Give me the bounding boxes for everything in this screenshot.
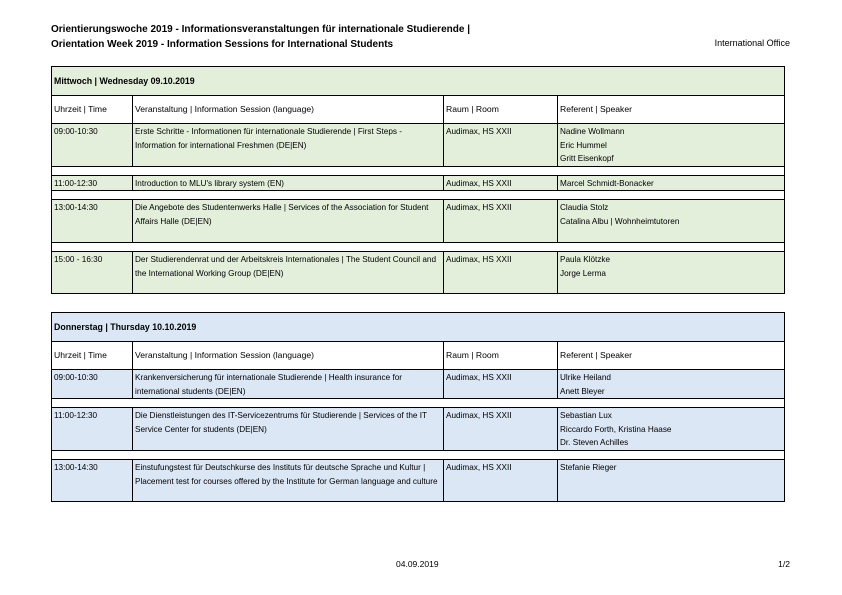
speaker-name: Gritt Eisenkopf bbox=[560, 154, 614, 163]
column-header-time: Uhrzeit | Time bbox=[54, 349, 107, 360]
day-table-thursday bbox=[51, 312, 785, 502]
row-separator bbox=[51, 450, 785, 459]
day-title: Mittwoch | Wednesday 09.10.2019 bbox=[54, 76, 195, 86]
speaker-name: Dr. Steven Achilles bbox=[560, 438, 629, 447]
session-title: Die Dienstleistungen des IT-Servicezentrums für Studierende | Services of the IT Service Center for students (DE|EN) bbox=[132, 408, 443, 450]
session-title: Erste Schritte - Informationen für internationale Studierende | First Steps - Information for international Freshmen (DE|EN) bbox=[132, 124, 443, 166]
page-number: 1/2 bbox=[778, 559, 790, 569]
day-title: Donnerstag | Thursday 10.10.2019 bbox=[54, 322, 197, 332]
session-room: Audimax, HS XXII bbox=[443, 124, 557, 166]
session-time: 11:00-12:30 bbox=[54, 179, 98, 188]
column-header-speaker: Referent | Speaker bbox=[557, 342, 784, 369]
session-time: 11:00-12:30 bbox=[54, 411, 98, 420]
session-title: Krankenversicherung für internationale Studierende | Health insurance for international students (DE|EN) bbox=[132, 370, 443, 398]
column-header-row bbox=[51, 341, 785, 369]
session-title: Die Angebote des Studentenwerks Halle | Services of the Association for Student Affairs Halle (DE|EN) bbox=[132, 200, 443, 242]
session-time: 13:00-14:30 bbox=[54, 203, 98, 212]
column-header-room: Raum | Room bbox=[443, 96, 557, 123]
speaker-name: Claudia Stolz bbox=[560, 203, 609, 212]
session-room: Audimax, HS XXII bbox=[443, 460, 557, 501]
session-speakers bbox=[557, 252, 784, 293]
speaker-name: Anett Bleyer bbox=[560, 386, 605, 396]
footer-date: 04.09.2019 bbox=[396, 559, 439, 569]
column-header-row bbox=[51, 95, 785, 123]
session-speakers bbox=[557, 124, 784, 166]
speaker-name: Ulrike Heiland bbox=[560, 373, 611, 382]
speaker-name: Stefanie Rieger bbox=[560, 463, 617, 472]
table-row bbox=[51, 175, 785, 190]
speaker-name: Eric Hummel bbox=[560, 140, 607, 150]
session-title: Einstufungstest für Deutschkurse des Instituts für deutsche Sprache und Kultur | Placement test for courses offered by the Institute for German language and culture bbox=[132, 460, 443, 501]
document-title-de: Orientierungswoche 2019 - Informationsveranstaltungen für internationale Studierende | bbox=[51, 24, 470, 35]
session-speakers bbox=[557, 460, 784, 501]
table-row bbox=[51, 407, 785, 450]
column-header-speaker: Referent | Speaker bbox=[557, 96, 784, 123]
table-row bbox=[51, 369, 785, 398]
column-header-time: Uhrzeit | Time bbox=[54, 103, 107, 114]
day-title-row bbox=[51, 312, 785, 341]
row-separator bbox=[51, 398, 785, 407]
session-time: 09:00-10:30 bbox=[54, 127, 98, 136]
table-row bbox=[51, 459, 785, 502]
session-room: Audimax, HS XXII bbox=[443, 252, 557, 293]
speaker-name: Catalina Albu | Wohnheimtutoren bbox=[560, 216, 680, 226]
speaker-name: Paula Klötzke bbox=[560, 255, 611, 264]
table-row bbox=[51, 123, 785, 166]
day-table-wednesday bbox=[51, 66, 785, 294]
speaker-name: Sebastian Lux bbox=[560, 411, 612, 420]
session-time: 15:00 - 16:30 bbox=[54, 255, 103, 264]
session-room: Audimax, HS XXII bbox=[443, 370, 557, 398]
document-title-en: Orientation Week 2019 - Information Sessions for International Students bbox=[51, 39, 394, 50]
session-time: 09:00-10:30 bbox=[54, 373, 98, 382]
session-speakers bbox=[557, 176, 784, 190]
session-speakers bbox=[557, 408, 784, 450]
speaker-name: Marcel Schmidt-Bonacker bbox=[560, 179, 654, 188]
speaker-name: Riccardo Forth, Kristina Haase bbox=[560, 424, 672, 434]
office-name: International Office bbox=[714, 38, 790, 48]
speaker-name: Jorge Lerma bbox=[560, 268, 606, 278]
row-separator bbox=[51, 242, 785, 251]
column-header-room: Raum | Room bbox=[443, 342, 557, 369]
speaker-name: Nadine Wollmann bbox=[560, 127, 625, 136]
table-row bbox=[51, 251, 785, 294]
session-room: Audimax, HS XXII bbox=[443, 176, 557, 190]
session-room: Audimax, HS XXII bbox=[443, 200, 557, 242]
session-speakers bbox=[557, 200, 784, 242]
column-header-session: Veranstaltung | Information Session (language) bbox=[132, 342, 443, 369]
session-title: Introduction to MLU's library system (EN) bbox=[132, 176, 443, 190]
session-time: 13:00-14:30 bbox=[54, 463, 98, 472]
column-header-session: Veranstaltung | Information Session (language) bbox=[132, 96, 443, 123]
day-title-row bbox=[51, 66, 785, 95]
table-row bbox=[51, 199, 785, 242]
session-speakers bbox=[557, 370, 784, 398]
session-room: Audimax, HS XXII bbox=[443, 408, 557, 450]
session-title: Der Studierendenrat und der Arbeitskreis Internationales | The Student Council and the International Working Group (DE|EN) bbox=[132, 252, 443, 293]
row-separator bbox=[51, 166, 785, 175]
row-separator bbox=[51, 190, 785, 199]
